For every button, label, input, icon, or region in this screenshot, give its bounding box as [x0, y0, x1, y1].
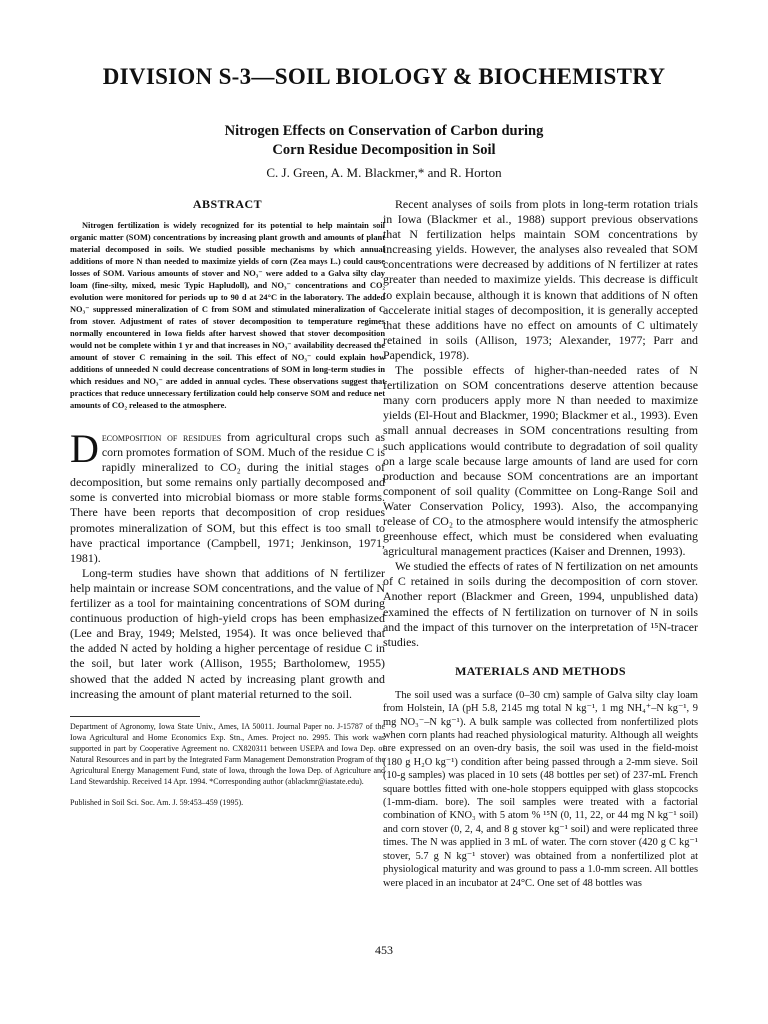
page-number: 453 — [375, 943, 393, 957]
intro-paragraph-3: Recent analyses of soils from plots in long-term rotation trials in Iowa (Blackmer et al., 1988) support previous observations that N fertilization helps maintain SOM concentrations by increasing yields. However, the analyses also revealed that SOM concentrations were decreased by additions of N fertilizer at rates greater than needed to maximize yields. This decrease is difficult to explain because, although it is known that additions of N often accelerate initial stages of decomposition, it is generally accepted that these additions have no effect on amounts of C ultimately retained in soils (Allison, 1973; Alexander, 1977; Parr and Papendick, 1978). — [383, 197, 698, 362]
abstract-heading: ABSTRACT — [192, 197, 263, 211]
right-column — [383, 197, 698, 890]
intro-paragraph-5: We studied the effects of rates of N fertilization on net amounts of C retained in soils during the decomposition of corn stover. Another report (Blackmer and Green, 1994, unpublished data) examined the effects of N fertilization on turnover of N in soils and the impact of this turnover on the interpretation of ¹⁵N-tracer studies. — [383, 559, 698, 649]
drop-cap: D — [70, 426, 99, 471]
intro-smallcaps: ecomposition of residues — [101, 430, 222, 444]
abstract-text: Nitrogen fertilization is widely recognized for its potential to help maintain soil organic matter (SOM) concentrations by increasing plant growth and amounts of plant material decomposed in soils. We studied possible mechanisms by which annual additions of more N than needed to maximize yields of corn (Zea mays L.) could cause losses of SOM. Various amounts of stover and NO₃⁻ were added to a Galva silty clay loam (fine-silty, mixed, mesic Typic Hapludoll), and NO₃⁻ concentrations and CO₂ evolution were monitored for periods up to 90 d at 24°C in the laboratory. The added NO₃⁻ suppressed mineralization of C from SOM and stimulated mineralization of C from stover. Adjustment of rates of stover decomposition to temperature regimes normally encountered in Iowa fields after harvest showed that stover decomposition would not be complete within 1 yr and that increases in NO₃⁻ availability decreased the amount of stover C remaining in the soil. This effect of NO₃⁻ could explain how additions of unneeded N could decrease concentrations of SOM in long-term studies in which residues and NO₃⁻ are added in annual cycles. These observations suggest that practices that reduce unnecessary fertilization could help conserve SOM and reduce net amounts of CO₂ released to the atmosphere. — [70, 221, 385, 410]
intro-paragraph-2: Long-term studies have shown that additions of N fertilizer help maintain or increase SOM concentrations, and the value of N fertilizer as a tool for maintaining concentrations of SOM during continuous production of high-yield crops has been emphasized (Lee and Bray, 1949; Melsted, 1954). It was once believed that the added N acted by holding a higher percentage of residue C in the soil, but later work (Allison, 1955; Bartholomew, 1955) showed that the added N acted by increasing plant growth and increasing the amount of plant material returned to the soil. — [70, 565, 385, 701]
footnote: Department of Agronomy, Iowa State Univ., Ames, IA 50011. Journal Paper no. J-15787 of the Iowa Agricultural and Home Economics Exp. Stn., Ames. Project no. 2995. This work was supported in part by Cooperative Agreement no. CX820311 between USEPA and Iowa Dep. of Natural Resources and in part by the Integrated Farm Management Demonstration Program of the Agricultural Energy Management Fund, state of Iowa, through the Iowa Dep. of Agriculture and Land Stewardship. Received 14 Apr. 1994. *Corresponding author (ablackmr@iastate.edu). — [70, 721, 385, 786]
footnote-divider — [70, 716, 200, 717]
division-heading: DIVISION S-3—SOIL BIOLOGY & BIOCHEMISTRY — [102, 64, 666, 89]
title-line-1: Nitrogen Effects on Conservation of Carbon during — [224, 123, 544, 139]
intro-paragraph-1 — [70, 426, 385, 566]
methods-paragraph-1: The soil used was a surface (0–30 cm) sample of Galva silty clay loam from Holstein, IA (pH 5.8, 2145 mg total N kg⁻¹, 1 mg NH₄⁺–N kg⁻¹, 9 mg NO₃⁻–N kg⁻¹). A bulk sample was collected from nonfertilized plots when corn plants had reached physiological maturity. Although all weights are expressed on an oven-dry basis, the soil was used in the field-moist (180 g H₂O kg⁻¹) condition after being passed through a 2-mm sieve. Soil (10-g samples) was placed in 10 sets (48 bottles per set) of 237-mL French square bottles fitted with one-hole stoppers equipped with glass stopcocks (1-mm-diam. bore). The soil samples were treated with a factorial combination of KNO₃ with 5 atom % ¹⁵N (0, 11, 22, or 44 mg N kg⁻¹ soil) and corn stover (0, 2, 4, and 8 g stover kg⁻¹ soil) and were replicated three times. The N was applied in 3 mL of water. The corn stover (420 g C kg⁻¹ stover, 5.7 g N kg⁻¹ stover) was obtained from a nonfertilized plot at physiological maturity and was ground to pass a 1.0-mm screen. All bottles were placed in an incubator at 24°C. One set of 48 bottles was — [383, 689, 698, 889]
intro-paragraph-4: The possible effects of higher-than-needed rates of N fertilization on SOM concentrations deserve attention because many corn producers apply more N than needed to maximize yields (El-Hout and Blackmer, 1990; Blackmer et al., 1993). Even small annual decreases in SOM concentrations resulting from such applications would contribute to degradation of soil quality on a large scale because large amounts of land are used for corn production and because SOM concentrations are an important component of soil quality (Committee on Long-Range Soil and Water Conservation Policy, 1993). Also, the accompanying release of CO₂ to the atmosphere would intensify the atmospheric greenhouse effect, which must be considered when evaluating agricultural management practices (Kaiser and Drennen, 1993). — [383, 363, 698, 559]
authors: C. J. Green, A. M. Blackmer,* and R. Horton — [266, 165, 502, 180]
publication-info: Published in Soil Sci. Soc. Am. J. 59:453–459 (1995). — [70, 797, 244, 807]
title-line-2: Corn Residue Decomposition in Soil — [272, 142, 496, 158]
left-column — [70, 197, 385, 808]
methods-heading: MATERIALS AND METHODS — [455, 663, 626, 678]
intro-p1-rest: from agricultural crops such as corn promotes formation of SOM. Much of the residue C is rapidly mineralized to CO₂ during the initial stages of decomposition, but some remains only partially decomposed and some is converted into microbial biomass or more stable forms. There have been reports that decomposition of crop residues promotes mineralization of SOM, but this effect is too small to have practical importance (Campbell, 1971; Jenkinson, 1971, 1981). — [70, 430, 385, 565]
article-title — [150, 122, 618, 160]
